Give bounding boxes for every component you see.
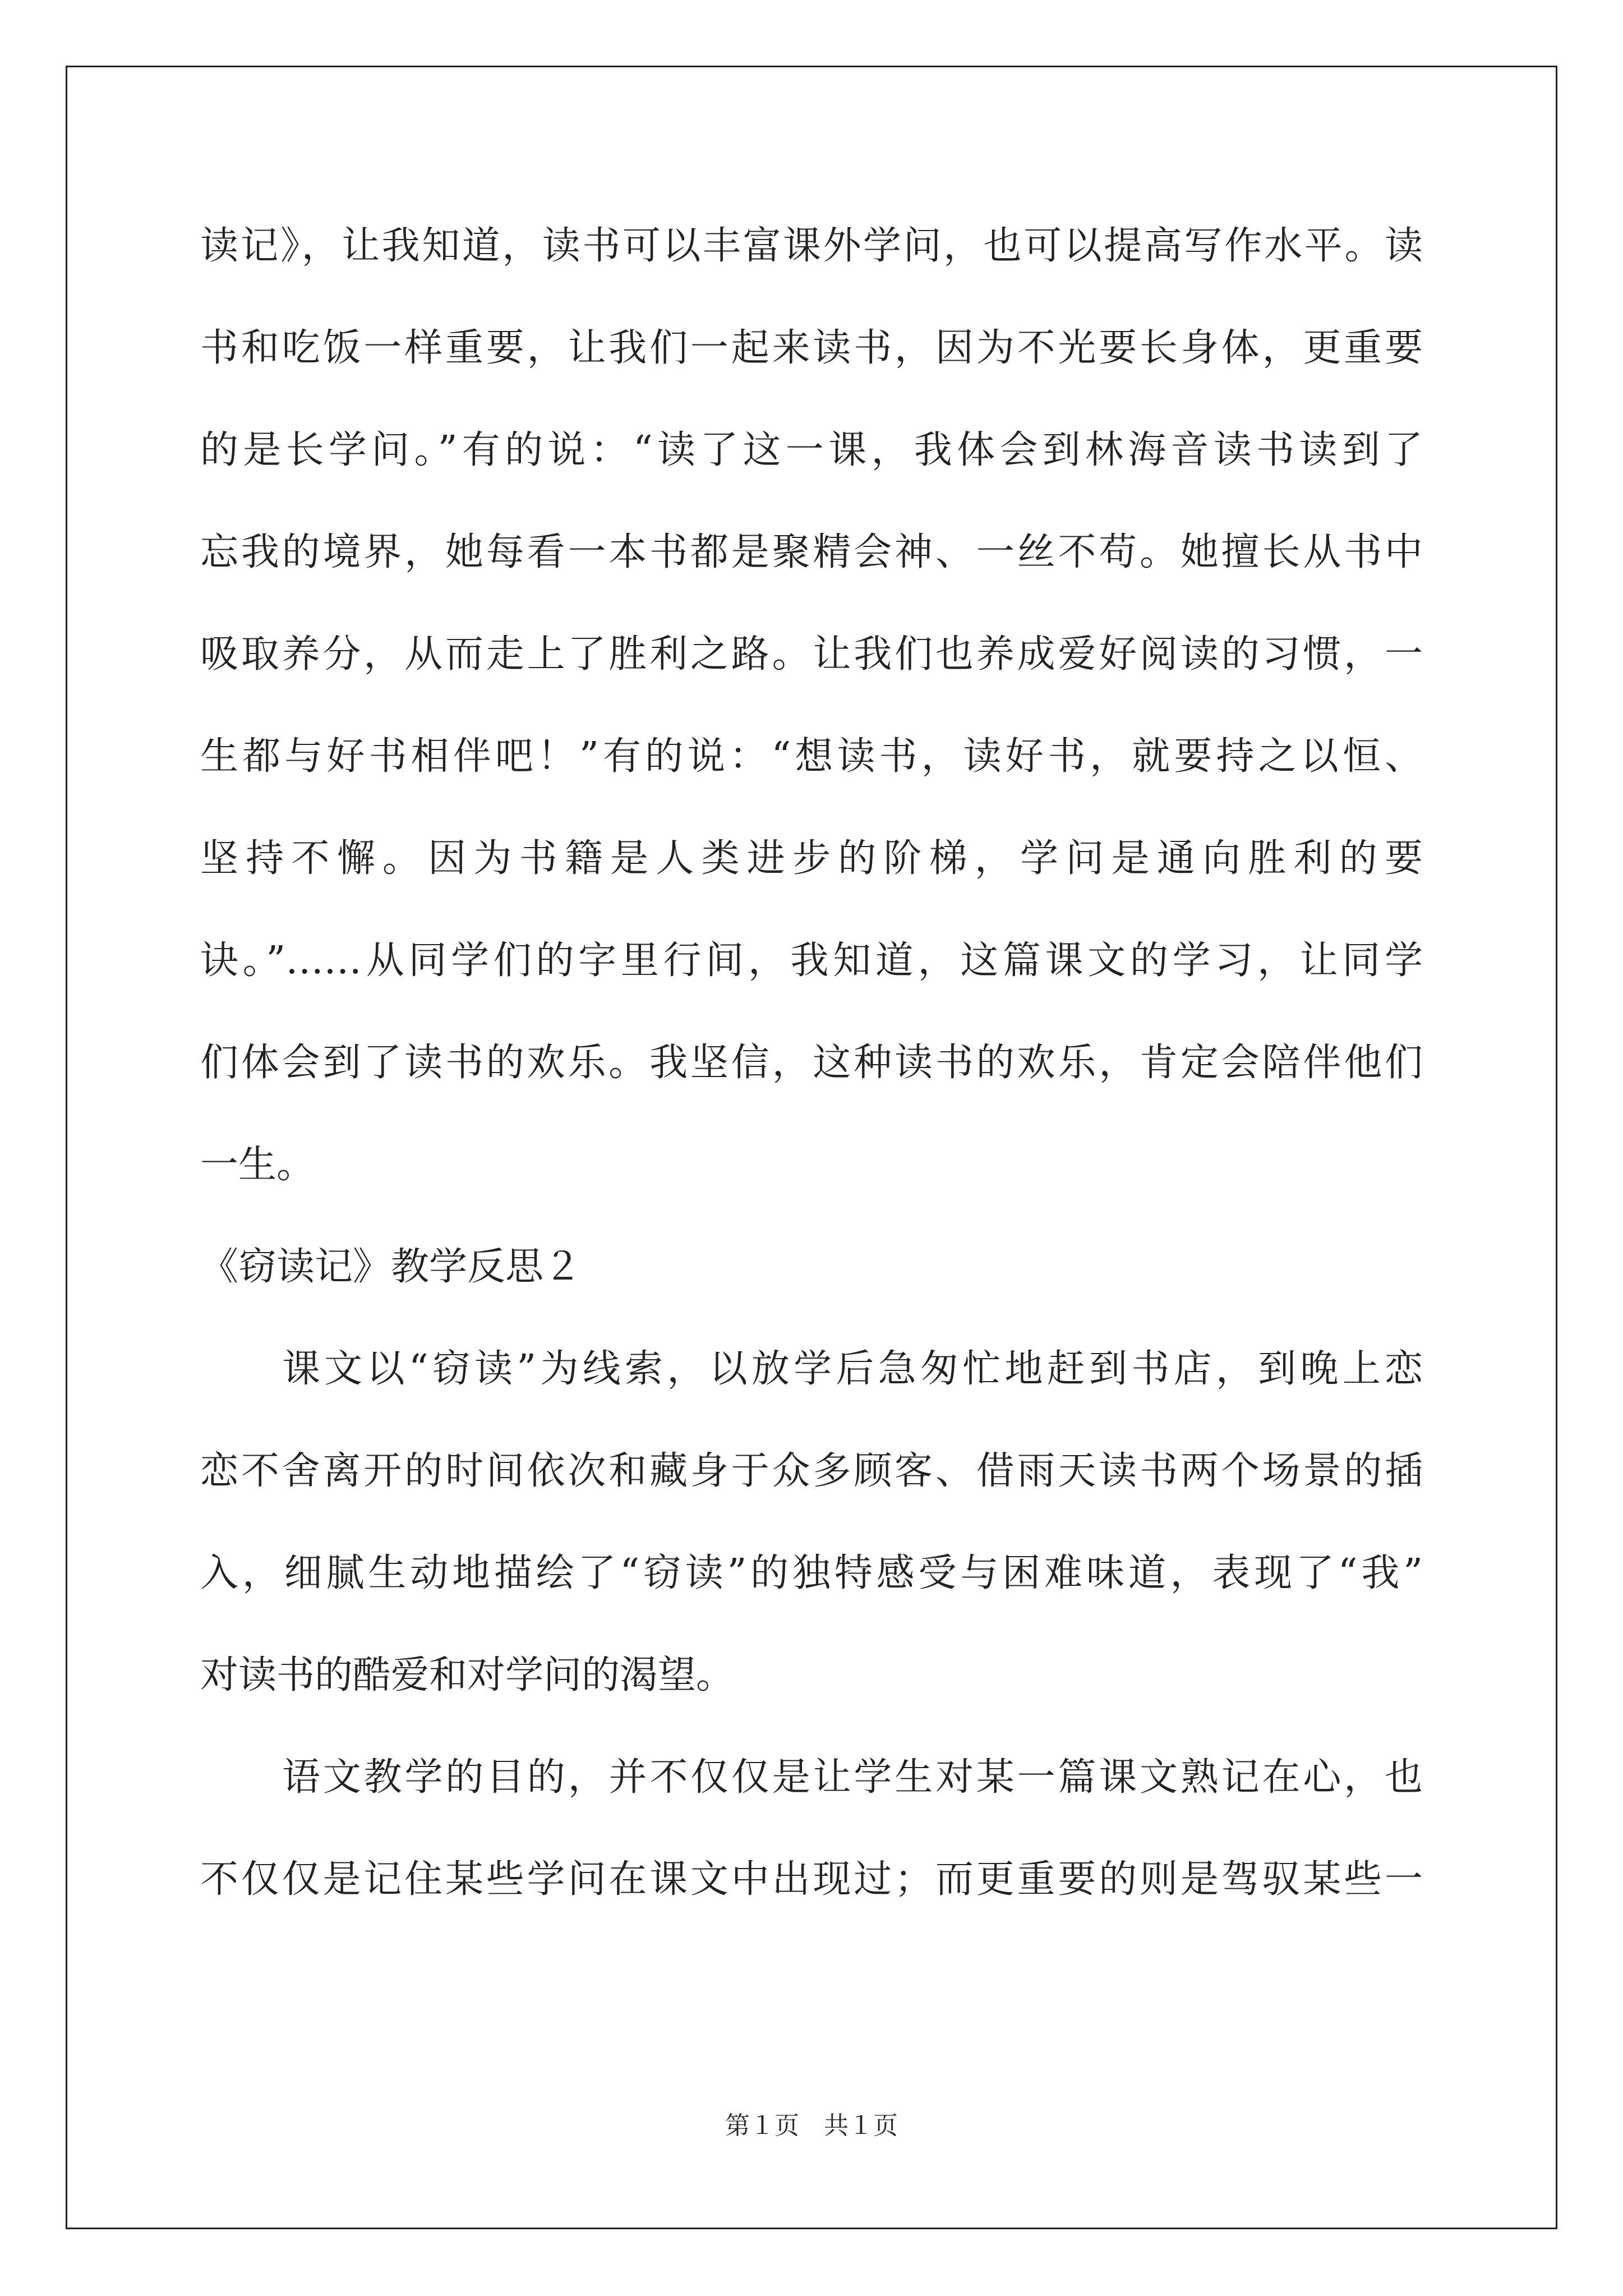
section-heading: 《窃读记》教学反思２ xyxy=(200,1245,582,1289)
text-line: 语文教学的目的，并不仅仅是让学生对某一篇课文熟记在心，也 xyxy=(282,1755,1423,1800)
text-line: 吸取养分，从而走上了胜利之路。让我们也养成爱好阅读的习惯，一 xyxy=(200,632,1423,677)
text-line: 对读书的酷爱和对学问的渴望。 xyxy=(200,1653,735,1697)
page-footer: 第１页 共１页 xyxy=(725,2111,898,2140)
text-line: 忘我的境界，她每看一本书都是聚精会神、一丝不苟。她擅长从书中 xyxy=(200,530,1423,574)
text-line: 生都与好书相伴吧！”有的说：“想读书，读好书，就要持之以恒、 xyxy=(200,734,1423,779)
text-line: 坚持不懈。因为书籍是人类进步的阶梯，学问是通向胜利的要 xyxy=(200,836,1423,881)
text-line: 课文以“窃读”为线索，以放学后急匆忙地赶到书店，到晚上恋 xyxy=(282,1347,1423,1391)
text-line: 一生。 xyxy=(200,1143,315,1187)
text-line: 读记》，让我知道，读书可以丰富课外学问，也可以提高写作水平。读 xyxy=(200,224,1423,268)
text-line: 诀。”……从同学们的字里行间，我知道，这篇课文的学习，让同学 xyxy=(200,938,1423,983)
text-line: 们体会到了读书的欢乐。我坚信，这种读书的欢乐，肯定会陪伴他们 xyxy=(200,1041,1423,1085)
text-line: 书和吃饭一样重要，让我们一起来读书，因为不光要长身体，更重要 xyxy=(200,326,1423,370)
text-line: 不仅仅是记住某些学问在课文中出现过；而更重要的则是驾驭某些一 xyxy=(200,1857,1423,1902)
text-line: 的是长学问。”有的说：“读了这一课，我体会到林海音读书读到了 xyxy=(200,428,1423,472)
text-line: 恋不舍离开的时间依次和藏身于众多顾客、借雨天读书两个场景的插 xyxy=(200,1449,1423,1493)
text-line: 入，细腻生动地描绘了“窃读”的独特感受与困难味道，表现了“我” xyxy=(200,1551,1423,1595)
